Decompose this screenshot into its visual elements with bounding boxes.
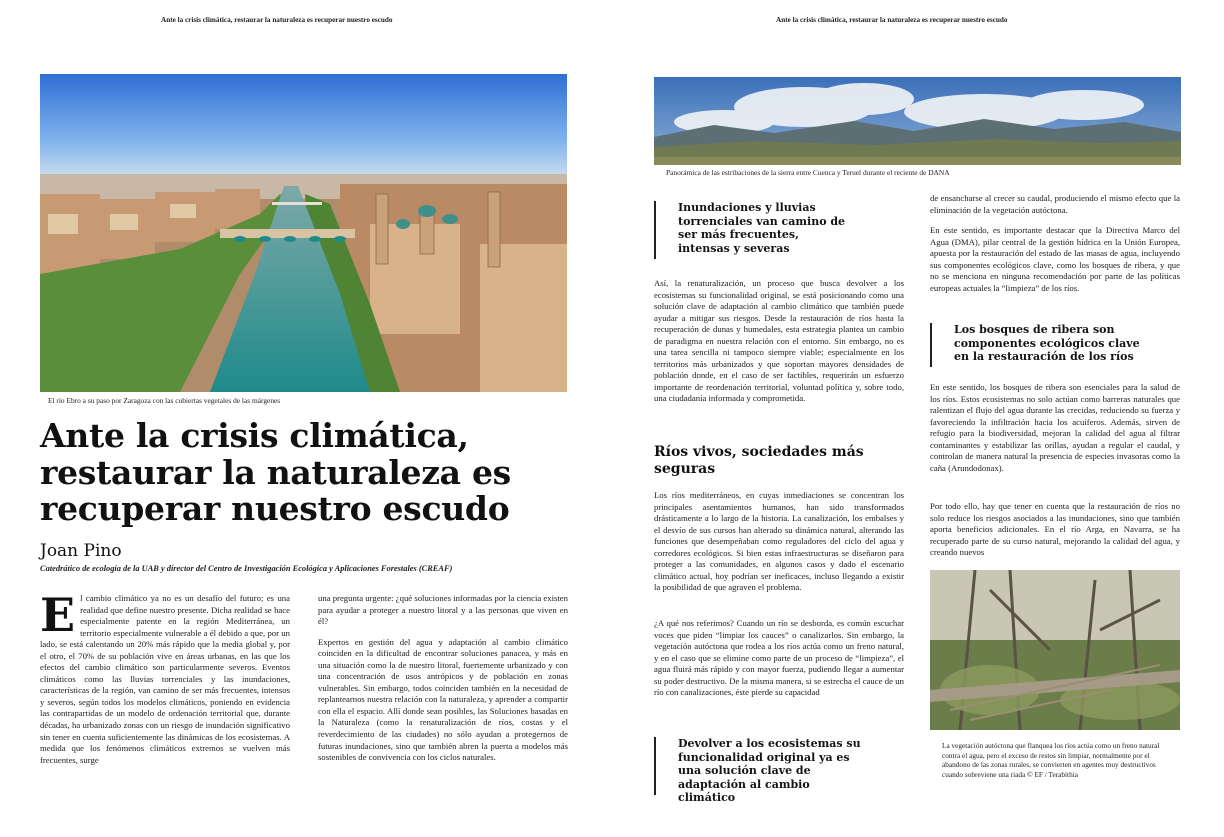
left-body-column-2: [318, 593, 568, 773]
body-paragraph: de ensancharse al crecer su caudal, produciendo el mismo efecto que la eliminación de la vegetación autóctona.: [930, 193, 1180, 215]
body-paragraph: En este sentido, los bosques de ribera son esenciales para la salud de los ríos. Estos ecosistemas no solo actúan como barreras naturales que ralentizan el flujo del agua durante las crecidas, reduciendo su fuerza y favoreciendo la infiltración hacia los acuíferos. Además, sirven de refugio para la biodiversidad, mejoran la calidad del agua al filtrar contaminantes y estabilizar las orillas, ayudan a regular el caudal, y controlan de manera natural la presencia de especies invasoras como la caña (Arundodonax).: [930, 382, 1180, 473]
headline-line-2: restaurar la naturaleza es: [40, 452, 511, 492]
headline-line-1: Ante la crisis climática,: [40, 416, 469, 455]
right-body-column-2-mid: [930, 382, 1180, 483]
body-paragraph: Los ríos mediterráneos, en cuyas inmediaciones se concentran los principales asentamientos humanos, han sido transformados drásticamente a lo largo de la historia. La canalización, los embalses y el desvío de sus cursos han alterado su dinámica natural, alterando las funciones que desempeñaban como reguladores del ciclo del agua y corredores ecológicos. Si bien estas infraestructuras se diseñaron para proteger a las comunidades, en algunos casos y dado el escenario climático actual, hoy podrían ser ineficaces, incluso llegando a existir la posibilidad de que agraven el problema.: [654, 490, 904, 593]
running-head-right: Ante la crisis climática, restaurar la naturaleza es recuperar nuestro escudo: [776, 16, 1008, 24]
right-body-column-2-bottom: [930, 501, 1180, 568]
body-paragraph: ¿A qué nos referimos? Cuando un río se desborda, es común escuchar voces que piden “limpiar los cauces” o canalizarlos. Sin embargo, la vegetación autóctona que rodea a los ríos actúa como un freno natural, y en el caso que se elimine como parte de un proceso de “limpieza”, el agua fluirá más rápido y con mayor fuerza, pudiendo llegar a aumentar su poder destructivo. De la misma manera, si se estrecha el cauce de un río con canalizaciones, éste pierde su capacidad: [654, 618, 904, 698]
headline-line-3: recuperar nuestro escudo: [40, 489, 510, 528]
right-body-column-1-mid: [654, 490, 904, 603]
body-paragraph: una pregunta urgente: ¿qué soluciones informadas por la ciencia existen para ayudar a proteger a nuestro litoral y a las personas que viven en él?: [318, 593, 568, 627]
right-body-column-1-bottom: [654, 618, 904, 708]
right-body-column-1-top: [654, 278, 904, 414]
left-body-column-1: [40, 588, 290, 775]
panorama-caption: Panorámica de las estribaciones de la sierra entre Cuenca y Teruel durante el reciente de DANA: [666, 168, 950, 177]
pull-quote-inundaciones: Inundaciones y lluvias torrenciales van camino de ser más frecuentes, intensas y severas: [654, 201, 850, 259]
right-page: [612, 0, 1224, 837]
author-name: Joan Pino: [40, 541, 122, 561]
body-paragraph: Expertos en gestión del agua y adaptación al cambio climático coinciden en la dificultad de encontrar soluciones panacea, y más en una situación como la de nuestro litoral, fuertemente urbanizado y con una concentración de usos antrópicos y de población en zonas vulnerables. Sin embargo, todos coinciden también en la necesidad de replantearnos nuestra relación con la naturaleza, y aprender a compartir con ella el espacio. Allí donde sean posibles, las Soluciones basadas en la Naturaleza (como la renaturalización de ríos, costas y el reverdecimiento de las ciudades) no sólo ayudan a protegernos de futuras inundaciones, sino que también abren la puerta a modelos más sostenibles de convivencia con los ciclos naturales.: [318, 636, 568, 763]
body-paragraph: Así, la renaturalización, un proceso que busca devolver a los ecosistemas su funcionalidad original, se está posicionando como una solución clave de adaptación al cambio climático que también puede ayudar a mitigar sus riesgos. Desde la restauración de ríos hasta la recuperación de dunas y humedales, esta estrategia plantea un cambio de paradigma en nuestra relación con el entorno. Sin embargo, no es una tarea sencilla ni tampoco siempre viable; especialmente en los territorios más urbanizados y que soportan mayores densidades de población donde, en el caso de ser factibles, requerirán un esfuerzo importante de reordenación territorial, voluntad política y, sobre todo, una ciudadanía informada y comprometida.: [654, 278, 904, 404]
riparian-forest-photo: [930, 570, 1180, 730]
author-title: Catedrático de ecología de la UAB y director del Centro de Investigación Ecológica y Aplicaciones Forestales (CREAF): [40, 564, 453, 573]
article-headline: [40, 418, 600, 528]
right-body-column-2-top: [930, 193, 1180, 303]
ebro-zaragoza-photo: [40, 74, 567, 392]
running-head-left: Ante la crisis climática, restaurar la naturaleza es recuperar nuestro escudo: [161, 16, 393, 24]
section-heading-rios-vivos: Ríos vivos, sociedades más seguras: [654, 444, 864, 477]
sierra-panorama-photo: [654, 77, 1181, 165]
body-paragraph: Por todo ello, hay que tener en cuenta que la restauración de ríos no solo reduce los riesgos asociados a las inundaciones, sino que también aporta beneficios adicionales. En el río Arga, en Navarra, se ha recuperado parte de su curso natural, mejorando la calidad del agua, y creando nuevos: [930, 501, 1180, 558]
body-paragraph: l cambio climático ya no es un desafío del futuro; es una realidad que define nuestro presente. Dicha realidad se hace especialmente patente en la región Mediterránea, un territorio especialmente vulnerable a él debido a que, por un lado, se está calentando un 20% más rápido que la media global y, por el otro, el 70% de su población vive en áreas urbanas, en las que los efectos del cambio climático son particularmente severos. Eventos climáticos como las lluvias torrenciales y las inundaciones, características de la región, van camino de ser más frecuentes, intensos y severos, según todos los modelos climáticos, poniendo en evidencia las contrapartidas de un modelo de ordenación territorial que, durante décadas, ha urbanizado zonas con un riesgo de inundación significativo sin tener en cuenta suficientemente las dinámicas de los ecosistemas. A medida que los fenómenos climáticos extremos se vuelven más frecuentes, surge: [40, 593, 290, 765]
ebro-photo-caption: El río Ebro a su paso por Zaragoza con las cubiertas vegetales de las márgenes: [48, 396, 281, 405]
body-paragraph: En este sentido, es importante destacar que la Directiva Marco del Agua (DMA), pilar central de la gestión hídrica en la Unión Europea, apuesta por la restauración del estado de las masas de agua, incluyendo sus componentes ecológicos clave, como los bosques de ribera, y que no se menciona en ninguna recomendación por parte de las políticas europeas actuales la “limpieza” de los ríos.: [930, 225, 1180, 293]
pull-quote-bosques-ribera: Los bosques de ribera son componentes ecológicos clave en la restauración de los ríos: [930, 323, 1154, 367]
pull-quote-devolver: Devolver a los ecosistemas su funcionalidad original ya es una solución clave de adaptación al cambio climático: [654, 737, 868, 795]
forest-photo-caption: La vegetación autóctona que flanquea los ríos actúa como un freno natural contra el agua, pero el exceso de restos sin limpiar, normalmente por el abandono de las zonas rurales, se convierten en agentes muy destructivos cuando sobreviene una riada © EF / Terabithia: [942, 741, 1160, 779]
drop-cap: E: [40, 588, 76, 642]
